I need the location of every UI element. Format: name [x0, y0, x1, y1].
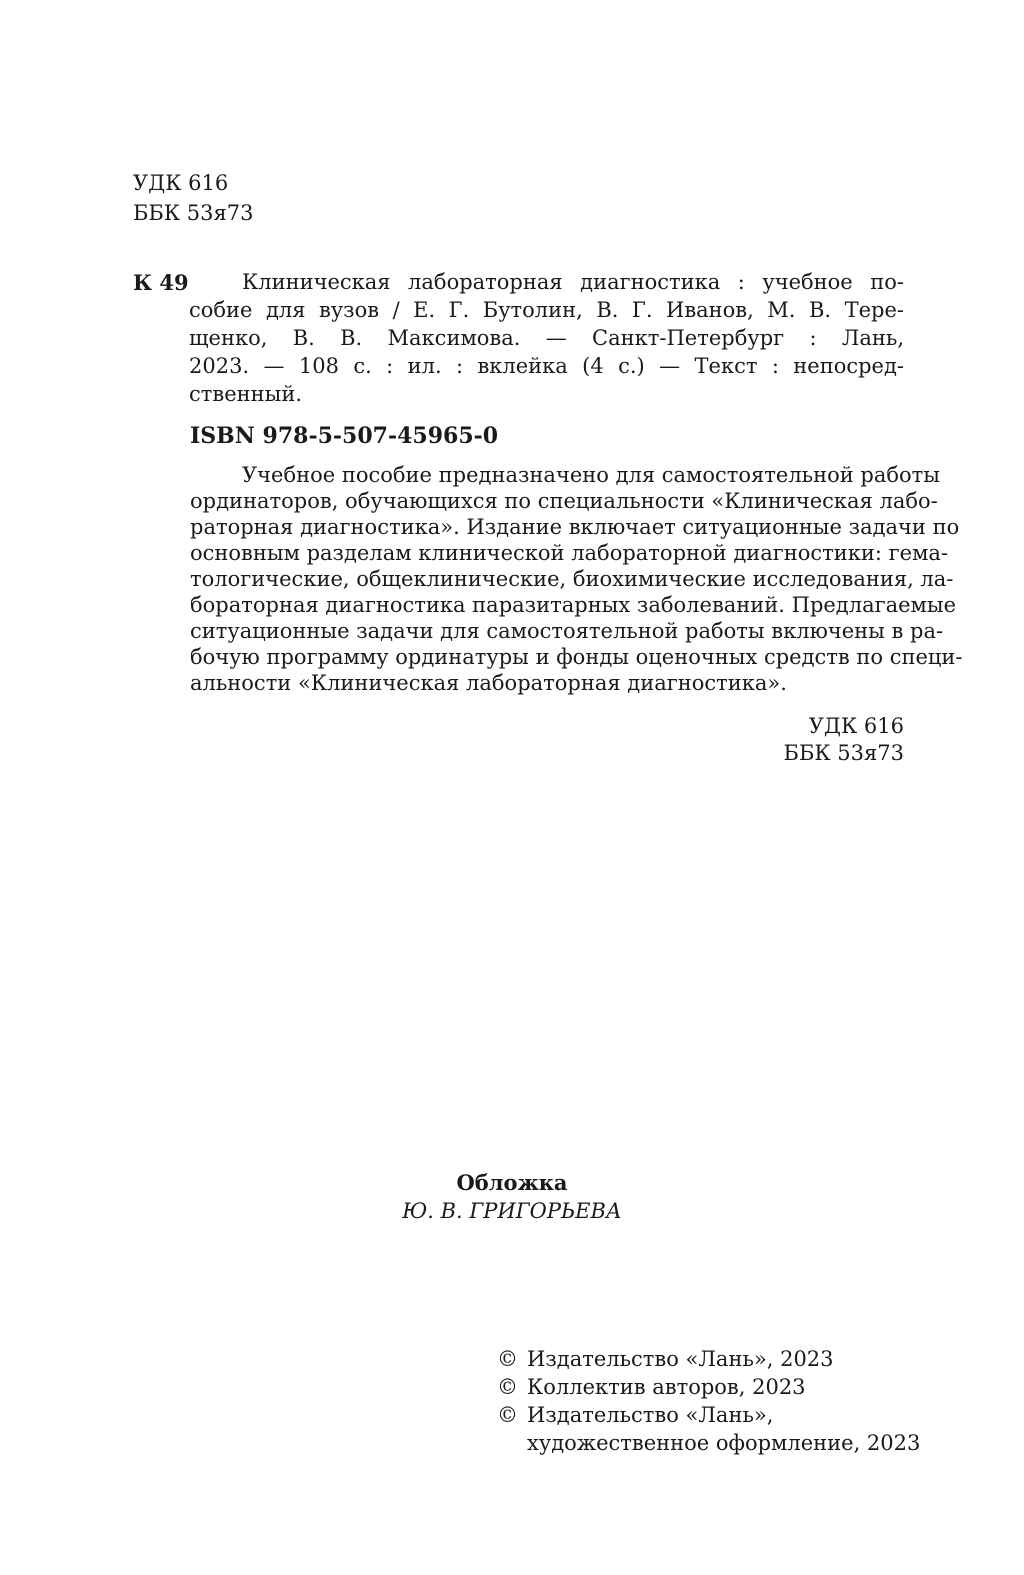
copyright-line	[497, 1345, 920, 1373]
classification-codes-top	[133, 168, 253, 228]
copyright-icon: ©	[497, 1347, 518, 1371]
annotation	[190, 462, 963, 696]
udk-code-bottom: УДК 616	[808, 714, 904, 738]
annotation-line: раторная диагностика». Издание включает ситуационные задачи по	[190, 515, 960, 539]
author-mark: К 49	[133, 270, 189, 295]
copyright-icon: ©	[497, 1403, 518, 1427]
cover-artist: Ю. В. ГРИГОРЬЕВА	[402, 1199, 622, 1223]
biblio-line: щенко, В. В. Максимова. — Санкт-Петербург : Лань,	[189, 326, 904, 350]
copyright-block	[497, 1345, 920, 1457]
bibliographic-record	[189, 268, 904, 408]
classification-codes-bottom	[700, 713, 904, 767]
bbk-code-bottom: ББК 53я73	[783, 741, 904, 765]
bbk-code: ББК 53я73	[133, 201, 254, 225]
udk-code: УДК 616	[133, 171, 229, 195]
annotation-line: Учебное пособие предназначено для самостоятельной работы	[242, 463, 941, 487]
copyright-line-continued: художественное оформление, 2023	[527, 1431, 921, 1455]
copyright-line	[497, 1401, 920, 1429]
annotation-line: основным разделам клинической лабораторной диагностики: гема-	[190, 541, 949, 565]
annotation-line: ситуационные задачи для самостоятельной работы включены в ра-	[190, 619, 944, 643]
annotation-line: альности «Клиническая лабораторная диагностика».	[190, 671, 787, 695]
copyright-text: Коллектив авторов, 2023	[527, 1375, 806, 1399]
biblio-line: ственный.	[189, 382, 303, 406]
copyright-text: Издательство «Лань», 2023	[527, 1347, 834, 1371]
copyright-text: Издательство «Лань»,	[527, 1403, 774, 1427]
biblio-line: собие для вузов / Е. Г. Бутолин, В. Г. Иванов, М. В. Тере-	[189, 298, 904, 322]
annotation-line: бораторная диагностика паразитарных заболеваний. Предлагаемые	[190, 593, 957, 617]
annotation-line: ординаторов, обучающихся по специальности «Клиническая лабо-	[190, 489, 938, 513]
annotation-line: тологические, общеклинические, биохимические исследования, ла-	[190, 567, 954, 591]
isbn: ISBN 978-5-507-45965-0	[190, 423, 499, 449]
annotation-line: бочую программу ординатуры и фонды оценочных средств по специ-	[190, 645, 963, 669]
biblio-line: 2023. — 108 с. : ил. : вклейка (4 с.) — Текст : непосред-	[189, 354, 904, 378]
biblio-line: Клиническая лабораторная диагностика : учебное по-	[242, 270, 904, 294]
copyright-line	[497, 1373, 920, 1401]
copyright-icon: ©	[497, 1375, 518, 1399]
cover-credit	[0, 1169, 1024, 1225]
cover-label: Обложка	[456, 1170, 568, 1195]
